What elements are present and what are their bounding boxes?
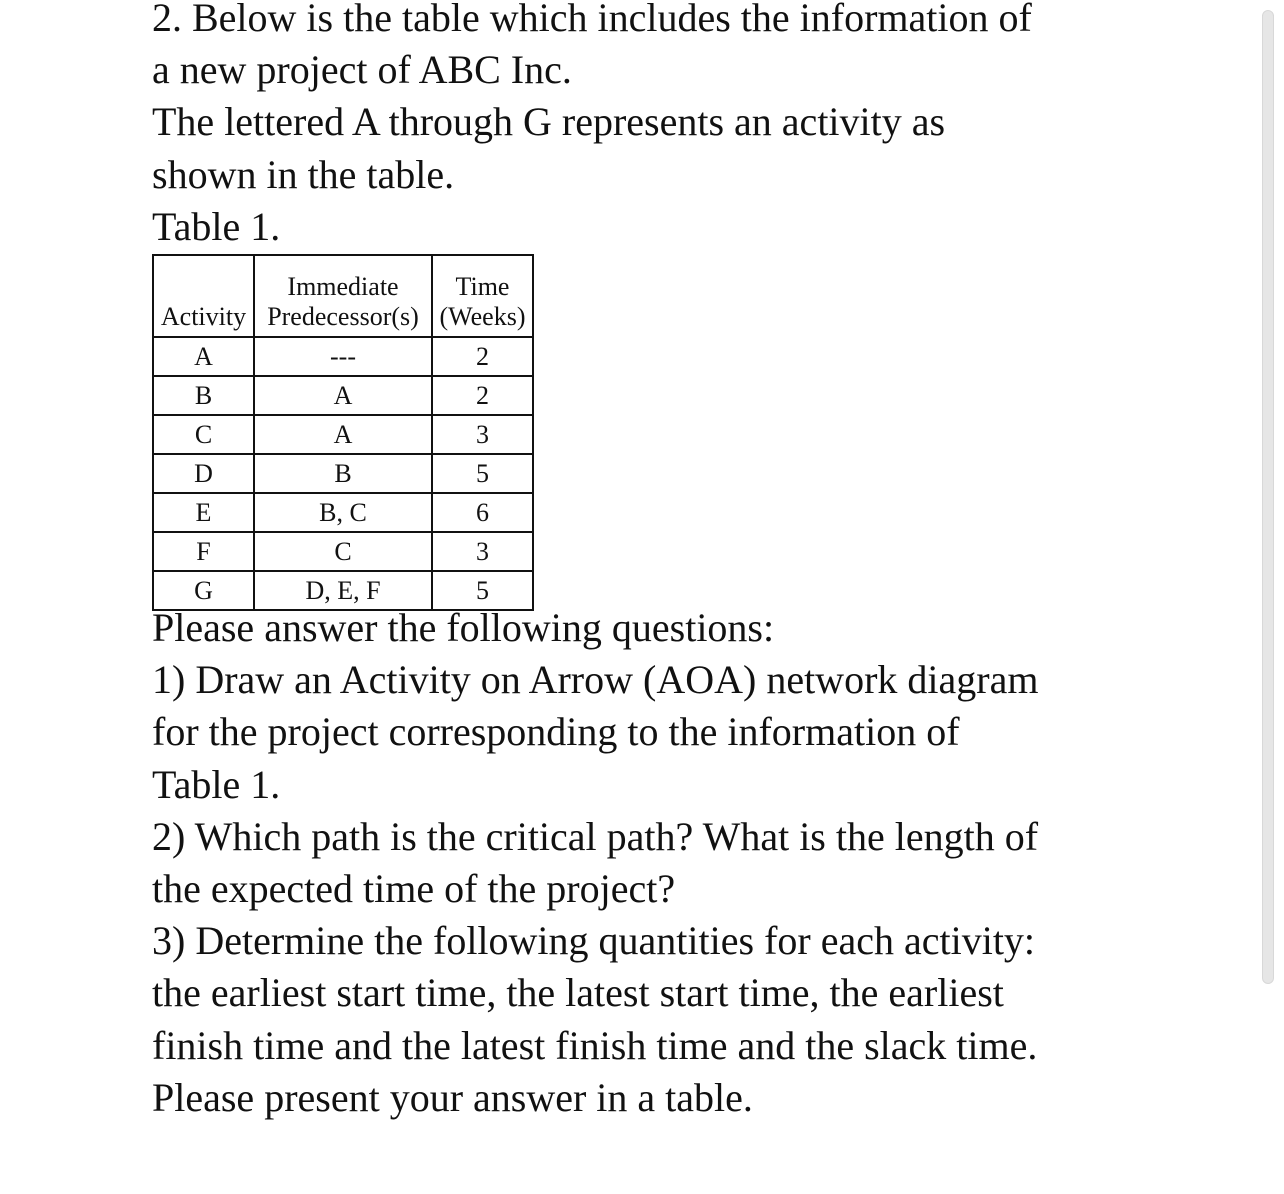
cell-time: 5	[432, 454, 533, 493]
header-activity-label: Activity	[160, 302, 247, 331]
cell-time: 3	[432, 415, 533, 454]
cell-activity: E	[153, 493, 254, 532]
cell-predecessors: B	[254, 454, 432, 493]
header-time	[432, 255, 533, 337]
scrollbar-thumb[interactable]	[1262, 10, 1274, 984]
table-caption: Table 1.	[152, 203, 281, 249]
intro-line-2: a new project of ABC Inc.	[152, 47, 572, 93]
cell-time: 3	[432, 532, 533, 571]
header-predecessors-bottom: Predecessor(s)	[267, 302, 419, 331]
intro-line-4: shown in the table.	[152, 151, 455, 197]
question-3-line-4: Please present your answer in a table.	[152, 1074, 753, 1120]
question-2-line-2: the expected time of the project?	[152, 866, 676, 912]
table-row	[153, 337, 533, 376]
cell-time: 6	[432, 493, 533, 532]
question-1-line-2: for the project corresponding to the information of	[152, 709, 960, 755]
activity-table	[152, 254, 534, 611]
cell-activity: F	[153, 532, 254, 571]
intro-line-3: The lettered A through G represents an activity as	[152, 99, 946, 145]
table-row	[153, 376, 533, 415]
cell-predecessors: ---	[254, 337, 432, 376]
cell-time: 5	[432, 571, 533, 610]
question-3-line-3: finish time and the latest finish time and the slack time.	[152, 1022, 1038, 1068]
document-body	[152, 0, 1152, 253]
question-1-line-1: 1) Draw an Activity on Arrow (AOA) network diagram	[152, 657, 1039, 703]
cell-activity: A	[153, 337, 254, 376]
cell-activity: D	[153, 454, 254, 493]
cell-time: 2	[432, 376, 533, 415]
cell-time: 2	[432, 337, 533, 376]
header-predecessors-top: Immediate	[287, 272, 399, 301]
table-row	[153, 493, 533, 532]
header-activity	[153, 255, 254, 337]
intro-line-1: 2. Below is the table which includes the information of	[152, 0, 1032, 40]
header-time-top: Time	[455, 272, 510, 301]
question-3-line-2: the earliest start time, the latest start time, the earliest	[152, 970, 1004, 1016]
question-3-line-1: 3) Determine the following quantities for each activity:	[152, 918, 1036, 964]
cell-predecessors: D, E, F	[254, 571, 432, 610]
table-row	[153, 415, 533, 454]
questions-section	[152, 602, 1152, 1124]
question-1-line-3: Table 1.	[152, 761, 281, 807]
cell-activity: B	[153, 376, 254, 415]
table-row	[153, 454, 533, 493]
header-predecessors	[254, 255, 432, 337]
cell-predecessors: C	[254, 532, 432, 571]
cell-activity: C	[153, 415, 254, 454]
cell-predecessors: A	[254, 376, 432, 415]
table-row	[153, 532, 533, 571]
question-2-line-1: 2) Which path is the critical path? What is the length of	[152, 813, 1039, 859]
questions-lead: Please answer the following questions:	[152, 605, 775, 650]
cell-activity: G	[153, 571, 254, 610]
table-header-row	[153, 255, 533, 337]
header-time-bottom: (Weeks)	[439, 302, 526, 331]
cell-predecessors: A	[254, 415, 432, 454]
cell-predecessors: B, C	[254, 493, 432, 532]
